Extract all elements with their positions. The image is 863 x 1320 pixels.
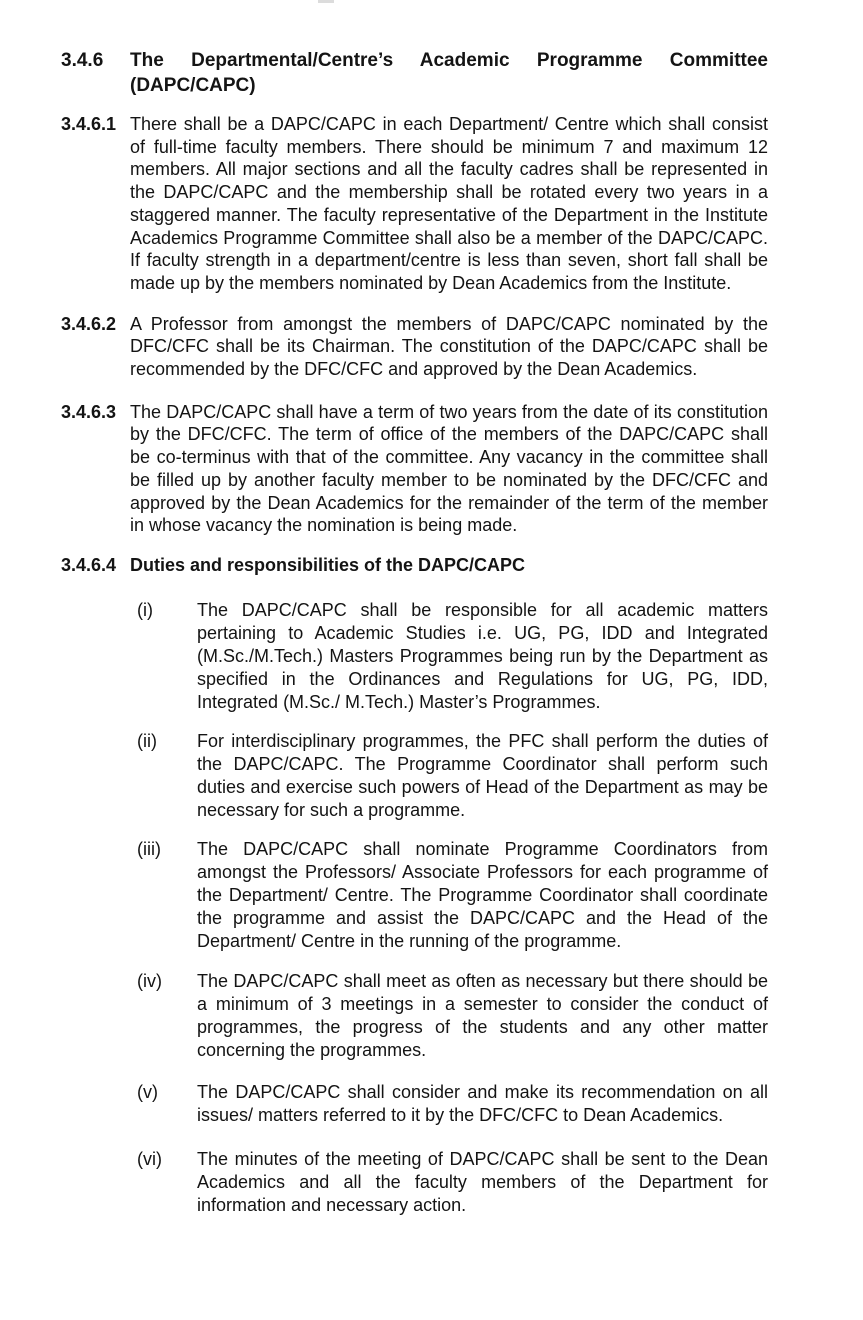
- subsection-title: Duties and responsibilities of the DAPC/CAPC: [130, 554, 526, 575]
- clause-text: There shall be a DAPC/CAPC in each Department/ Centre which shall consist of full-time faculty members. There should be minimum 7 and maximum 12 members. All major sections and all the faculty cadres shall be represented in the DAPC/CAPC and the membership shall be rotated every two years in a staggered manner. The faculty representative of the Department in the Institute Academics Programme Committee shall also be a member of the DAPC/CAPC. If faculty strength in a department/centre is less than seven, short fall shall be made up by the members nominated by Dean Academics from the Institute.: [130, 114, 768, 293]
- duty-text: The DAPC/CAPC shall consider and make its recommendation on all issues/ matters referred to it by the DFC/CFC to Dean Academics.: [197, 1081, 768, 1125]
- duty-item: [137, 838, 768, 953]
- clause-text: The DAPC/CAPC shall have a term of two years from the date of its constitution by the DFC/CFC. The term of office of the members of the DAPC/CAPC shall be co-terminus with that of the committee. Any vacancy in the committee shall be filled up by another faculty member to be nominated by the DFC/CFC and approved by the Dean Academics for the remainder of the term of the member in whose vacancy the nomination is being made.: [130, 401, 768, 536]
- duty-item: [137, 1081, 768, 1127]
- duty-marker: (iii): [137, 838, 161, 859]
- duty-marker: (vi): [137, 1148, 162, 1169]
- duty-marker: (v): [137, 1081, 158, 1102]
- section-title: The Departmental/Centre’s Academic Programme Committee (DAPC/CAPC): [130, 50, 768, 96]
- clause: [61, 113, 768, 295]
- clause-text: A Professor from amongst the members of DAPC/CAPC nominated by the DFC/CFC shall be its Chairman. The constitution of the DAPC/CAPC shall be recommended by the DFC/CFC and approved by the Dean Academics.: [130, 313, 768, 380]
- duties-list: [61, 599, 768, 1217]
- clause-number: 3.4.6.1: [61, 114, 117, 134]
- clause: [61, 401, 768, 537]
- duty-text: For interdisciplinary programmes, the PFC shall perform the duties of the DAPC/CAPC. The Programme Coordinator shall perform such duties and exercise such powers of Head of the Department as may be necessary for such a programme.: [197, 730, 768, 820]
- clause: [61, 313, 768, 381]
- subsection-heading: [61, 553, 768, 578]
- section-heading: [61, 48, 768, 98]
- duty-marker: (iv): [137, 970, 162, 991]
- section-number: 3.4.6: [61, 50, 104, 71]
- duty-text: The minutes of the meeting of DAPC/CAPC shall be sent to the Dean Academics and all the faculty members of the Department for information and necessary action.: [197, 1148, 768, 1215]
- top-edge-scan-artifact: [318, 0, 334, 3]
- duty-text: The DAPC/CAPC shall meet as often as necessary but there should be a minimum of 3 meetings in a semester to consider the conduct of programmes, the progress of the students and any other matter concerning the programmes.: [197, 970, 768, 1060]
- duty-text: The DAPC/CAPC shall nominate Programme Coordinators from amongst the Professors/ Associate Professors for each programme of the Department/ Centre. The Programme Coordinator shall coordinate the programme and assist the DAPC/CAPC and the Head of the Department/ Centre in the running of the programme.: [197, 838, 768, 951]
- subsection-number: 3.4.6.4: [61, 554, 117, 575]
- duty-marker: (i): [137, 599, 153, 620]
- clause-number: 3.4.6.2: [61, 313, 117, 334]
- page-content: [61, 48, 768, 1217]
- duty-item: [137, 1148, 768, 1217]
- duty-item: [137, 970, 768, 1062]
- duty-item: [137, 599, 768, 714]
- duty-text: The DAPC/CAPC shall be responsible for all academic matters pertaining to Academic Studies i.e. UG, PG, IDD and Integrated (M.Sc./M.Tech.) Masters Programmes being run by the Department as specified in the Ordinances and Regulations for UG, PG, IDD, Integrated (M.Sc./ M.Tech.) Master’s Programmes.: [197, 599, 768, 712]
- clause-number: 3.4.6.3: [61, 401, 117, 422]
- duty-item: [137, 730, 768, 822]
- duty-marker: (ii): [137, 730, 157, 751]
